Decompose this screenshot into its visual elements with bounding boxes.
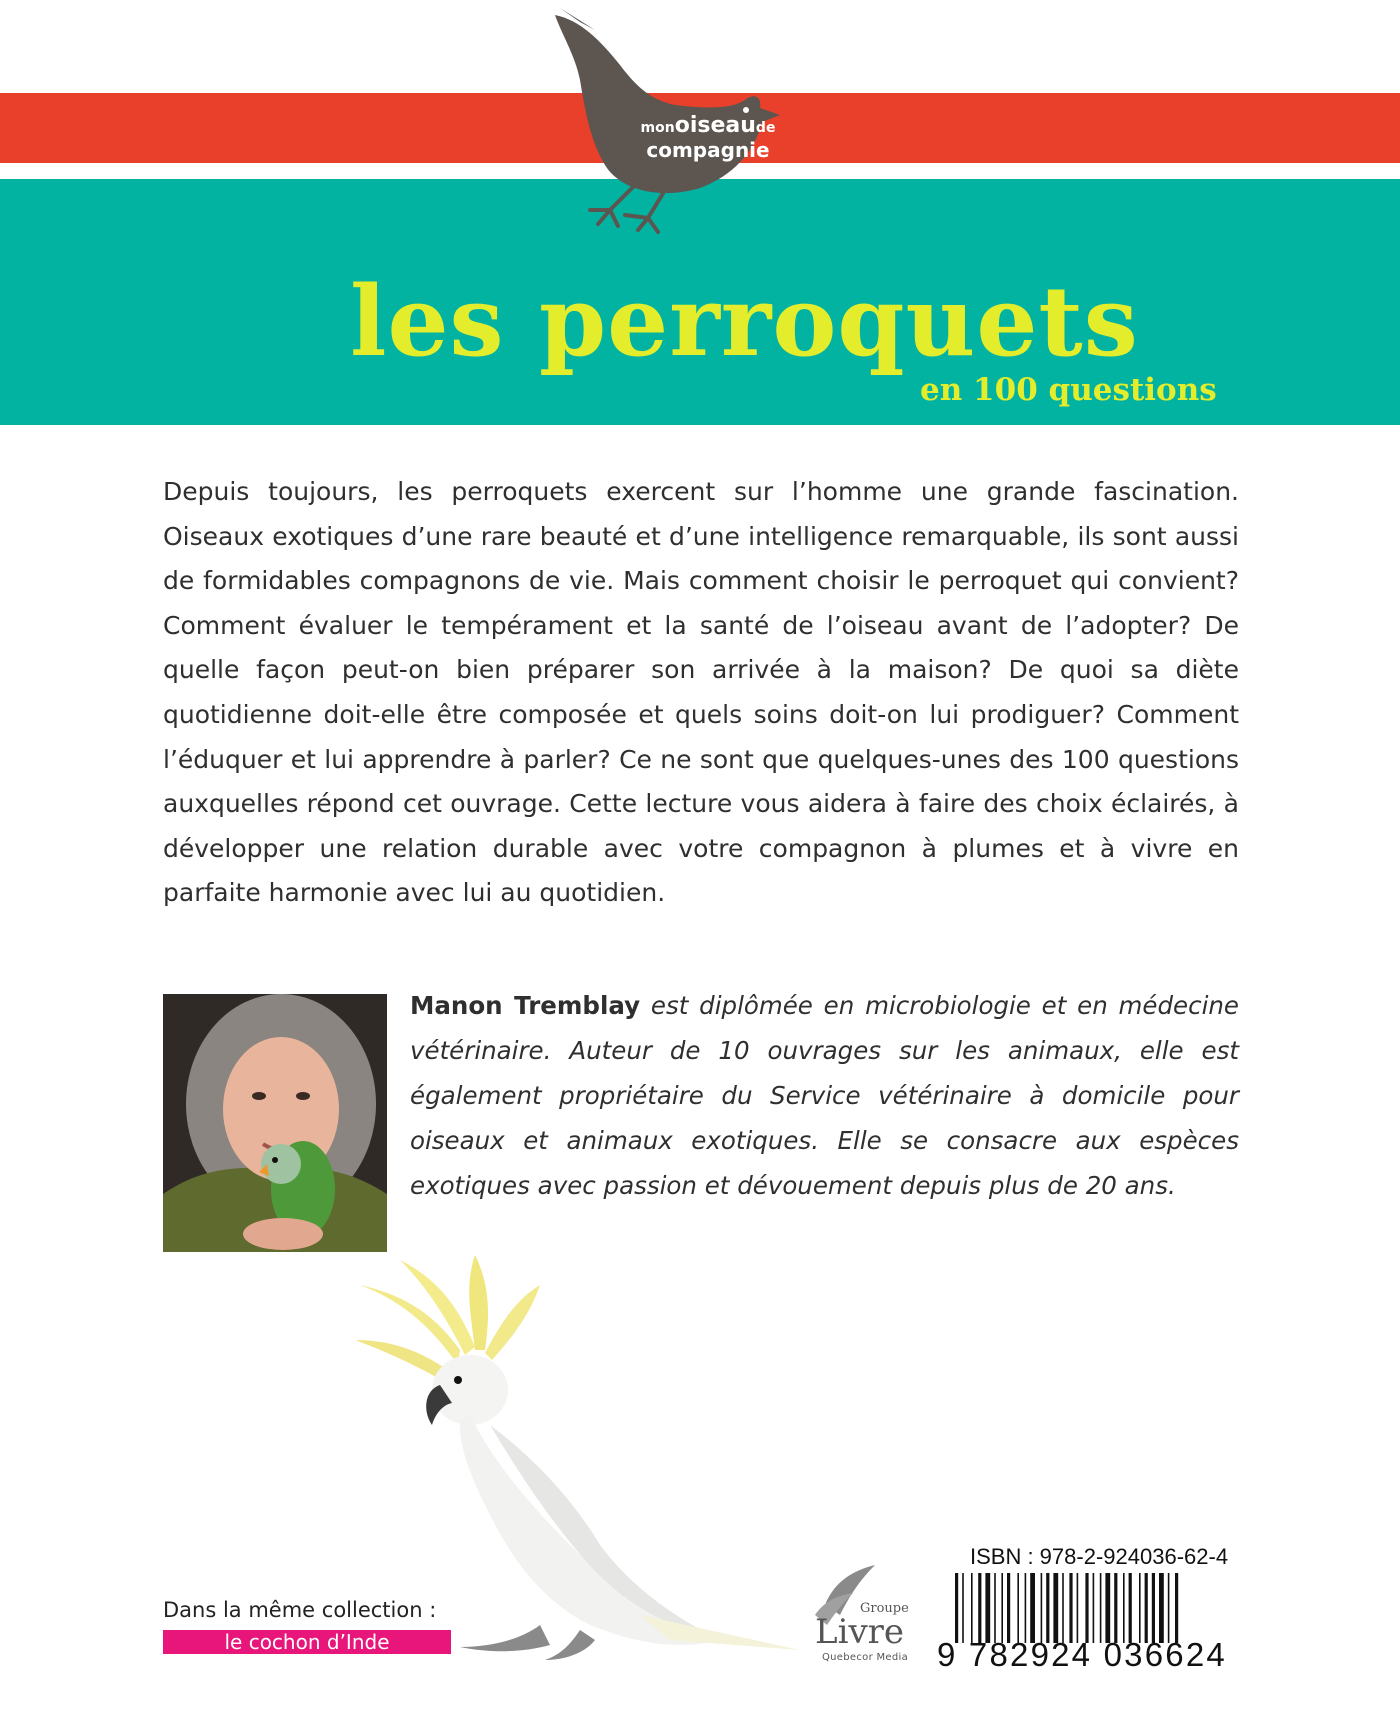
series-logo: [540, 0, 840, 245]
collection-label: Dans la même collection :: [163, 1598, 437, 1622]
collection-badge: le cochon d’Inde: [163, 1630, 451, 1654]
barcode-bar: [1062, 1573, 1064, 1643]
barcode-bar: [1077, 1573, 1079, 1643]
barcode-bar: [1069, 1573, 1072, 1643]
barcode-bar: [1145, 1573, 1148, 1643]
barcode-bar: [955, 1573, 958, 1643]
barcode-bar: [985, 1573, 990, 1643]
barcode-bar: [1105, 1573, 1110, 1643]
barcode-digits: 9 782924 036624: [937, 1636, 1227, 1673]
barcode-bar: [1085, 1573, 1088, 1643]
logo-text: [628, 115, 788, 161]
intro-paragraph: Depuis toujours, les perroquets exercent sur l’homme une grande fascination. Oiseaux exotiques d’une rare beauté et d’une intelligence remarquable, ils sont aussi de formidables compagnons de vie. Mais comment choisir le perroquet qui convient? Comment évaluer le tempérament et la santé de l’oiseau avant de l’adopter? De quelle façon peut-on bien préparer son arrivée à la maison? De quoi sa diète quotidienne doit-elle être composée et quels soins doit-on lui prodiguer? Comment l’éduquer et lui apprendre à parler? Ce ne sont que quelques-unes des 100 questions auxquelles répond cet ouvrage. Cette lecture vous aidera à faire des choix éclairés, à développer une relation durable avec votre compagnon à plumes et à vivre en parfaite harmonie avec lui au quotidien.: [163, 477, 1239, 908]
barcode-bar: [962, 1573, 964, 1643]
barcode-bar: [1007, 1573, 1010, 1643]
barcode-bar: [1123, 1573, 1125, 1643]
logo-prefix: mon: [640, 120, 675, 136]
barcode: [953, 1573, 1233, 1643]
author-name: Manon Tremblay: [410, 991, 641, 1020]
barcode-bar: [1001, 1573, 1003, 1643]
barcode-bar: [994, 1573, 996, 1643]
barcode-bar: [1152, 1573, 1155, 1643]
barcode-bar: [1017, 1573, 1019, 1643]
isbn-label: ISBN : 978-2-924036-62-4: [970, 1544, 1229, 1569]
publisher-media: Quebecor Media: [822, 1652, 909, 1663]
author-bio: [410, 983, 1239, 1208]
author-description: est diplômée en microbiologie et en médecine vétérinaire. Auteur de 10 ouvrages sur les animaux, elle est également propriétaire du Service vétérinaire à domicile pour oiseaux et animaux exotiques. Elle se consacre aux espèces exotiques avec passion et dévouement depuis plus de 20 ans.: [410, 991, 1239, 1200]
publisher-livre: Livre: [815, 1612, 905, 1652]
publisher-groupe: Groupe: [860, 1601, 909, 1616]
barcode-bar: [1100, 1573, 1102, 1643]
barcode-bar: [1159, 1573, 1164, 1643]
author-photo: [163, 994, 387, 1252]
barcode-bar: [1168, 1573, 1170, 1643]
barcode-bar: [1030, 1573, 1035, 1643]
book-subtitle: en 100 questions: [920, 372, 1217, 408]
barcode-bar: [1129, 1573, 1132, 1643]
barcode-bar: [1114, 1573, 1117, 1643]
logo-suffix: de: [755, 120, 776, 136]
barcode-bar: [1175, 1573, 1178, 1643]
barcode-bar: [971, 1573, 973, 1643]
logo-line2: compagnie: [646, 138, 770, 162]
barcode-bar: [978, 1573, 981, 1643]
barcode-bar: [1025, 1573, 1027, 1643]
barcode-bar: [1093, 1573, 1095, 1643]
barcode-bar: [1046, 1573, 1049, 1643]
barcode-bar: [1041, 1573, 1043, 1643]
barcode-bar: [1139, 1573, 1141, 1643]
barcode-bar: [1053, 1573, 1058, 1643]
book-title: les perroquets: [350, 265, 1139, 378]
logo-main: oiseau: [674, 113, 756, 138]
